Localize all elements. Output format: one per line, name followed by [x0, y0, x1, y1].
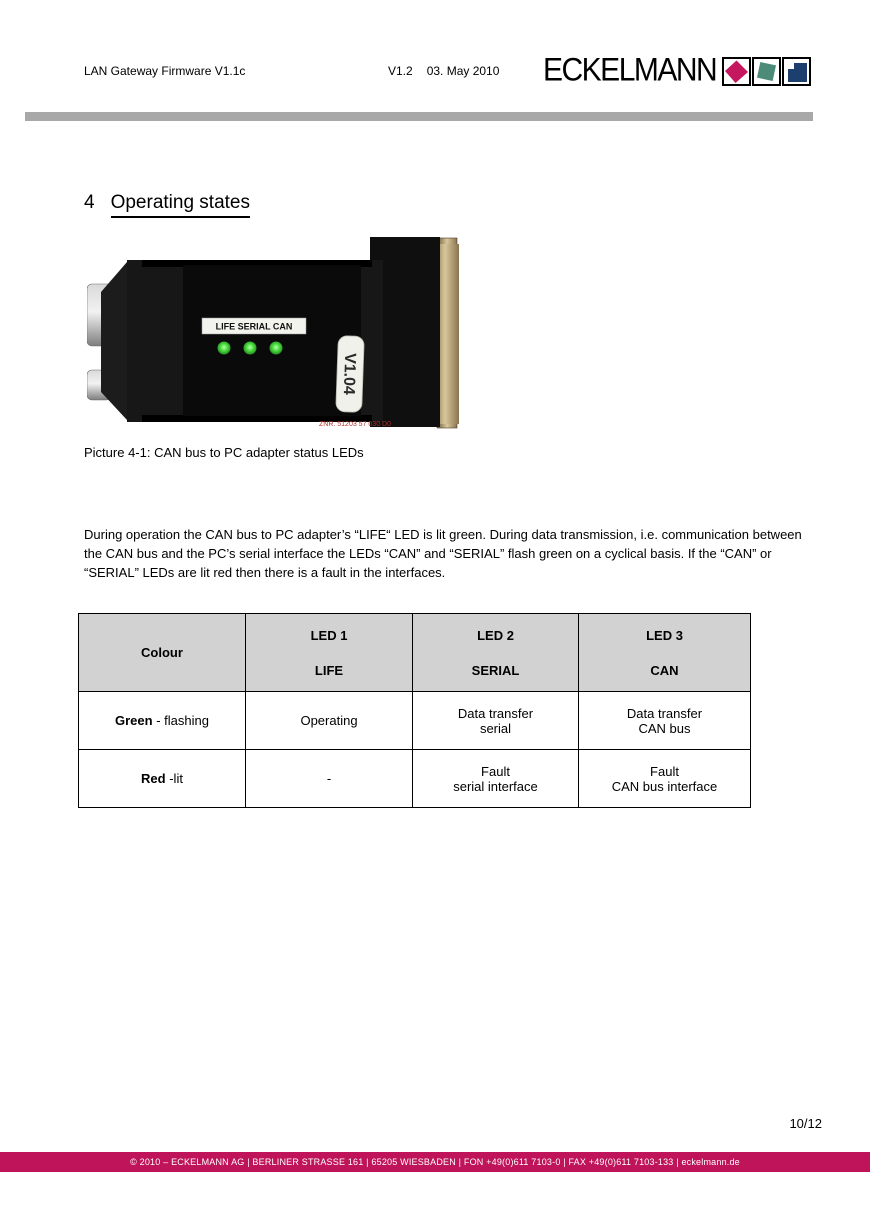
header-led3-line2: CAN: [650, 662, 679, 678]
section-title: Operating states: [111, 192, 250, 218]
device-photo: [87, 234, 459, 432]
cell-red-led1: -: [246, 750, 413, 808]
cell-colour-red: [79, 750, 246, 808]
cell-red-led2: [413, 750, 579, 808]
logo-tile-notched-square-icon: [782, 57, 811, 86]
colour-desc: -lit: [165, 771, 183, 786]
logo-tile-diamond-icon: [722, 57, 751, 86]
cell-green-led1: Operating: [246, 692, 413, 750]
table-header-row: [79, 614, 751, 692]
table-row-green: [79, 692, 751, 750]
colour-desc: - flashing: [152, 713, 209, 728]
document-date: 03. May 2010: [426, 64, 500, 78]
led-status-table: [78, 613, 751, 808]
header-led3: [579, 614, 751, 692]
document-meta: [388, 64, 499, 78]
cell-line: serial interface: [453, 778, 538, 794]
colour-word: Green: [115, 713, 153, 728]
logo-wordmark: ECKELMANN: [543, 52, 717, 89]
header-colour: Colour: [79, 614, 246, 692]
cell-green-led3: [579, 692, 751, 750]
header-led1: [246, 614, 413, 692]
svg-text:V1.04: V1.04: [339, 352, 359, 396]
cell-red-led3: [579, 750, 751, 808]
right-connector-icon: [370, 237, 459, 428]
header-led3-line1: LED 3: [646, 627, 683, 643]
header-led1-line1: LED 1: [310, 627, 348, 643]
table-row-red: [79, 750, 751, 808]
figure-caption: Picture 4-1: CAN bus to PC adapter status LEDs: [84, 445, 364, 460]
cell-line: Data transfer: [626, 705, 703, 721]
device-led-strip-label: LIFE SERIAL CAN: [215, 321, 293, 332]
cell-line: CAN bus interface: [611, 778, 718, 794]
device-version-sticker: [336, 336, 365, 413]
header-led1-line2: LIFE: [314, 662, 344, 678]
cell-line: Fault: [650, 763, 679, 779]
cell-line: Fault: [481, 763, 510, 779]
cell-line: Data transfer: [457, 705, 534, 721]
cell-line: CAN bus: [638, 720, 691, 736]
body-paragraph: During operation the CAN bus to PC adapter’s “LIFE“ LED is lit green. During data transmission, i.e. communication between the CAN bus and the PC’s serial interface the LEDs “CAN” and “SERIAL” flash green on a cyclical basis. If the “CAN” or “SERIAL” LEDs are lit red then there is a fault in the interfaces.: [84, 527, 802, 580]
status-leds-icon: [218, 342, 283, 355]
eckelmann-logo: [543, 53, 811, 89]
document-title: LAN Gateway Firmware V1.1c: [84, 64, 246, 78]
header-divider: [25, 112, 813, 121]
cell-line: serial: [479, 720, 512, 736]
section-number: 4: [84, 192, 95, 213]
cell-green-led2: [413, 692, 579, 750]
header-led2: [413, 614, 579, 692]
footer-bar: [0, 1152, 870, 1172]
header-led2-line2: SERIAL: [471, 662, 520, 678]
logo-tile-square-icon: [752, 57, 781, 86]
logo-tiles: [721, 57, 811, 86]
header-led2-line1: LED 2: [477, 627, 514, 643]
cell-colour-green: [79, 692, 246, 750]
device-part-number: ZNR. 51203 57 030 D0: [319, 421, 391, 428]
page-number: 10/12: [789, 1116, 822, 1131]
colour-word: Red: [141, 771, 166, 786]
footer-text: © 2010 – ECKELMANN AG | BERLINER STRASSE 161 | 65205 WIESBADEN | FON +49(0)611 7103-0 | FAX +49(0)611 7103-133 | eckelmann.de: [130, 1157, 740, 1167]
section-heading: [84, 192, 250, 214]
document-version: V1.2: [388, 64, 413, 78]
